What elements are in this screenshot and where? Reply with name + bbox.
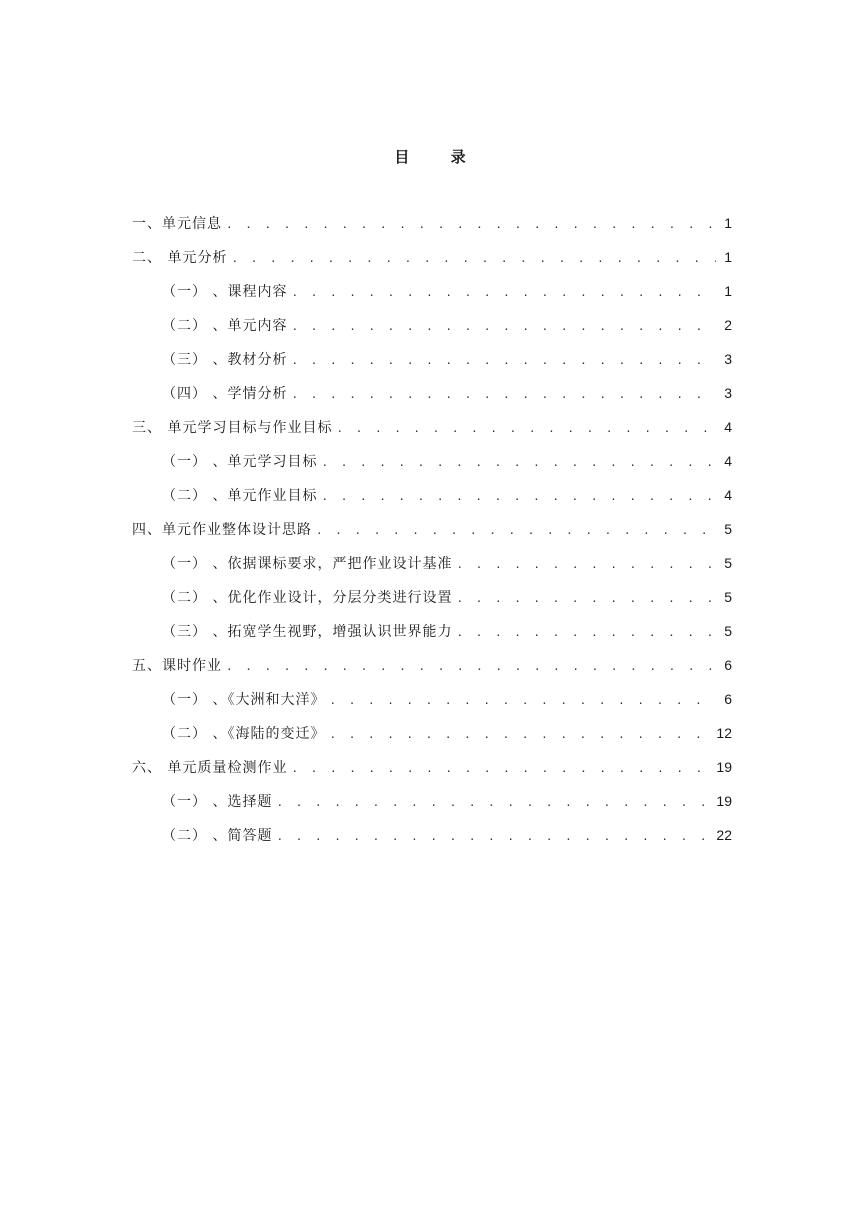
toc-entry-label: 四、单元作业整体设计思路 xyxy=(132,522,312,538)
toc-entry[interactable] xyxy=(132,211,732,235)
toc-entry-label: （一） 、课程内容 xyxy=(162,284,288,300)
toc-dot-leader xyxy=(291,349,716,373)
toc-entry-page: 4 xyxy=(724,487,732,503)
toc-entry-page: 12 xyxy=(716,725,732,741)
toc-dot-leader xyxy=(231,247,716,271)
toc-entry-label: （一） 、单元学习目标 xyxy=(162,454,318,470)
toc-entry-page: 5 xyxy=(724,589,732,605)
toc-entry[interactable] xyxy=(132,245,732,269)
toc-dot-leader xyxy=(316,519,716,543)
toc-entry[interactable] xyxy=(132,653,732,677)
toc-entry[interactable] xyxy=(162,449,732,473)
toc-dot-leader xyxy=(329,723,710,747)
toc-entry-page: 5 xyxy=(724,521,732,537)
toc-entry-page: 3 xyxy=(724,351,732,367)
toc-entry-label: （二） 、简答题 xyxy=(162,828,273,844)
toc-entry-label: （一） 、《大洲和大洋》 xyxy=(162,692,326,708)
toc-dot-leader xyxy=(456,587,716,611)
toc-entry-label: （四） 、学情分析 xyxy=(162,386,288,402)
toc-entry[interactable] xyxy=(162,279,732,303)
toc-entry-page: 19 xyxy=(716,759,732,775)
toc-entry-label: 三、 单元学习目标与作业目标 xyxy=(132,420,333,436)
toc-entry-label: （二） 、单元内容 xyxy=(162,318,288,334)
toc-entry[interactable] xyxy=(162,687,732,711)
toc-entry-page: 1 xyxy=(724,283,732,299)
toc-entry-label: （一） 、依据课标要求，严把作业设计基准 xyxy=(162,556,453,572)
toc-entry[interactable] xyxy=(132,755,732,779)
toc-dot-leader xyxy=(291,383,716,407)
toc-entry-page: 4 xyxy=(724,419,732,435)
toc-entry-page: 1 xyxy=(724,215,732,231)
toc-entry[interactable] xyxy=(162,483,732,507)
toc-dot-leader xyxy=(291,757,710,781)
toc-entry-page: 5 xyxy=(724,623,732,639)
toc-dot-leader xyxy=(321,485,716,509)
toc-entry[interactable] xyxy=(162,313,732,337)
toc-dot-leader xyxy=(276,825,710,849)
toc-entry[interactable] xyxy=(162,721,732,745)
toc-dot-leader xyxy=(321,451,716,475)
toc-dot-leader xyxy=(276,791,710,815)
toc-entry-label: 六、 单元质量检测作业 xyxy=(132,760,288,776)
toc-entry-label: （三） 、教材分析 xyxy=(162,352,288,368)
toc-dot-leader xyxy=(329,689,716,713)
toc-entry-page: 6 xyxy=(724,657,732,673)
toc-entry-page: 6 xyxy=(724,691,732,707)
toc-entry-label: （三） 、拓宽学生视野，增强认识世界能力 xyxy=(162,624,453,640)
toc-entry-page: 5 xyxy=(724,555,732,571)
toc-dot-leader xyxy=(226,655,716,679)
toc-entry[interactable] xyxy=(162,551,732,575)
toc-entry-page: 19 xyxy=(716,793,732,809)
toc-dot-leader xyxy=(291,315,716,339)
toc-entry[interactable] xyxy=(132,415,732,439)
toc-entry-page: 3 xyxy=(724,385,732,401)
toc-entry[interactable] xyxy=(162,823,732,847)
toc-entry-label: （二） 、《海陆的变迁》 xyxy=(162,726,326,742)
toc-entry-page: 22 xyxy=(716,827,732,843)
toc-dot-leader xyxy=(226,213,716,237)
toc-entry[interactable] xyxy=(162,789,732,813)
toc-entry-page: 4 xyxy=(724,453,732,469)
toc-entry-label: （二） 、优化作业设计，分层分类进行设置 xyxy=(162,590,453,606)
toc-dot-leader xyxy=(336,417,716,441)
toc-entry[interactable] xyxy=(132,517,732,541)
toc-entry[interactable] xyxy=(162,619,732,643)
toc-entry-page: 2 xyxy=(724,317,732,333)
toc-title: 目 录 xyxy=(394,148,484,166)
toc-entry-label: 一、单元信息 xyxy=(132,216,222,232)
toc-dot-leader xyxy=(456,553,716,577)
toc-entry-label: 五、课时作业 xyxy=(132,658,222,674)
toc-entry-label: （二） 、单元作业目标 xyxy=(162,488,318,504)
toc-entry[interactable] xyxy=(162,381,732,405)
toc-dot-leader xyxy=(456,621,716,645)
toc-dot-leader xyxy=(291,281,716,305)
toc-entry-label: 二、 单元分析 xyxy=(132,250,228,266)
toc-entry[interactable] xyxy=(162,585,732,609)
toc-entry[interactable] xyxy=(162,347,732,371)
toc-entry-label: （一） 、选择题 xyxy=(162,794,273,810)
toc-entry-page: 1 xyxy=(724,249,732,265)
